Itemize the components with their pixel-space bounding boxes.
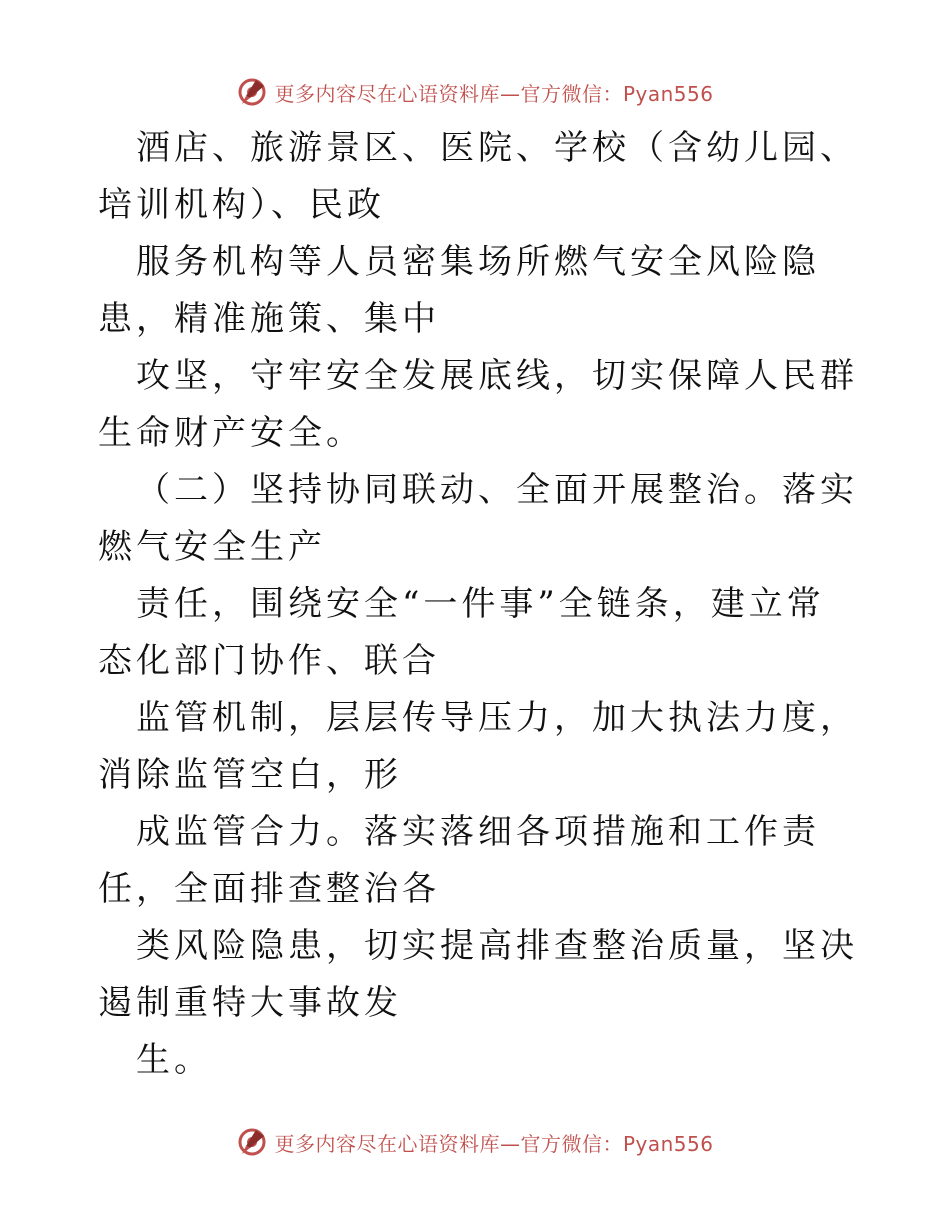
logo-icon [236,1126,268,1158]
paragraph-6: 监管机制，层层传导压力，加大执法力度，消除监管空白，形 [98,698,858,795]
footer-watermark-banner [0,1122,950,1162]
paragraph-9: 生。 [136,1040,212,1080]
watermark-text: 更多内容尽在心语资料库—官方微信：Pyan556 [274,81,714,106]
paragraph-5: 责任，围绕安全“一件事”全链条，建立常态化部门协作、联合 [98,584,825,681]
paragraph-7: 成监管合力。落实落细各项措施和工作责任，全面排查整治各 [98,812,820,909]
paragraph-2: 服务机构等人员密集场所燃气安全风险隐患，精准施策、集中 [98,242,820,339]
watermark-text: 更多内容尽在心语资料库—官方微信：Pyan556 [274,1131,714,1156]
logo-icon [236,76,268,108]
header-watermark-banner [0,72,950,112]
paragraph-3: 攻坚，守牢安全发展底线，切实保障人民群生命财产安全。 [98,356,858,453]
paragraph-1: 酒店、旅游景区、医院、学校（含幼儿园、培训机构）、民政 [98,128,858,225]
paragraph-8: 类风险隐患，切实提高排查整治质量，坚决遏制重特大事故发 [98,926,858,1023]
document-body [98,120,858,1089]
paragraph-4: （二）坚持协同联动、全面开展整治。落实燃气安全生产 [98,470,858,567]
